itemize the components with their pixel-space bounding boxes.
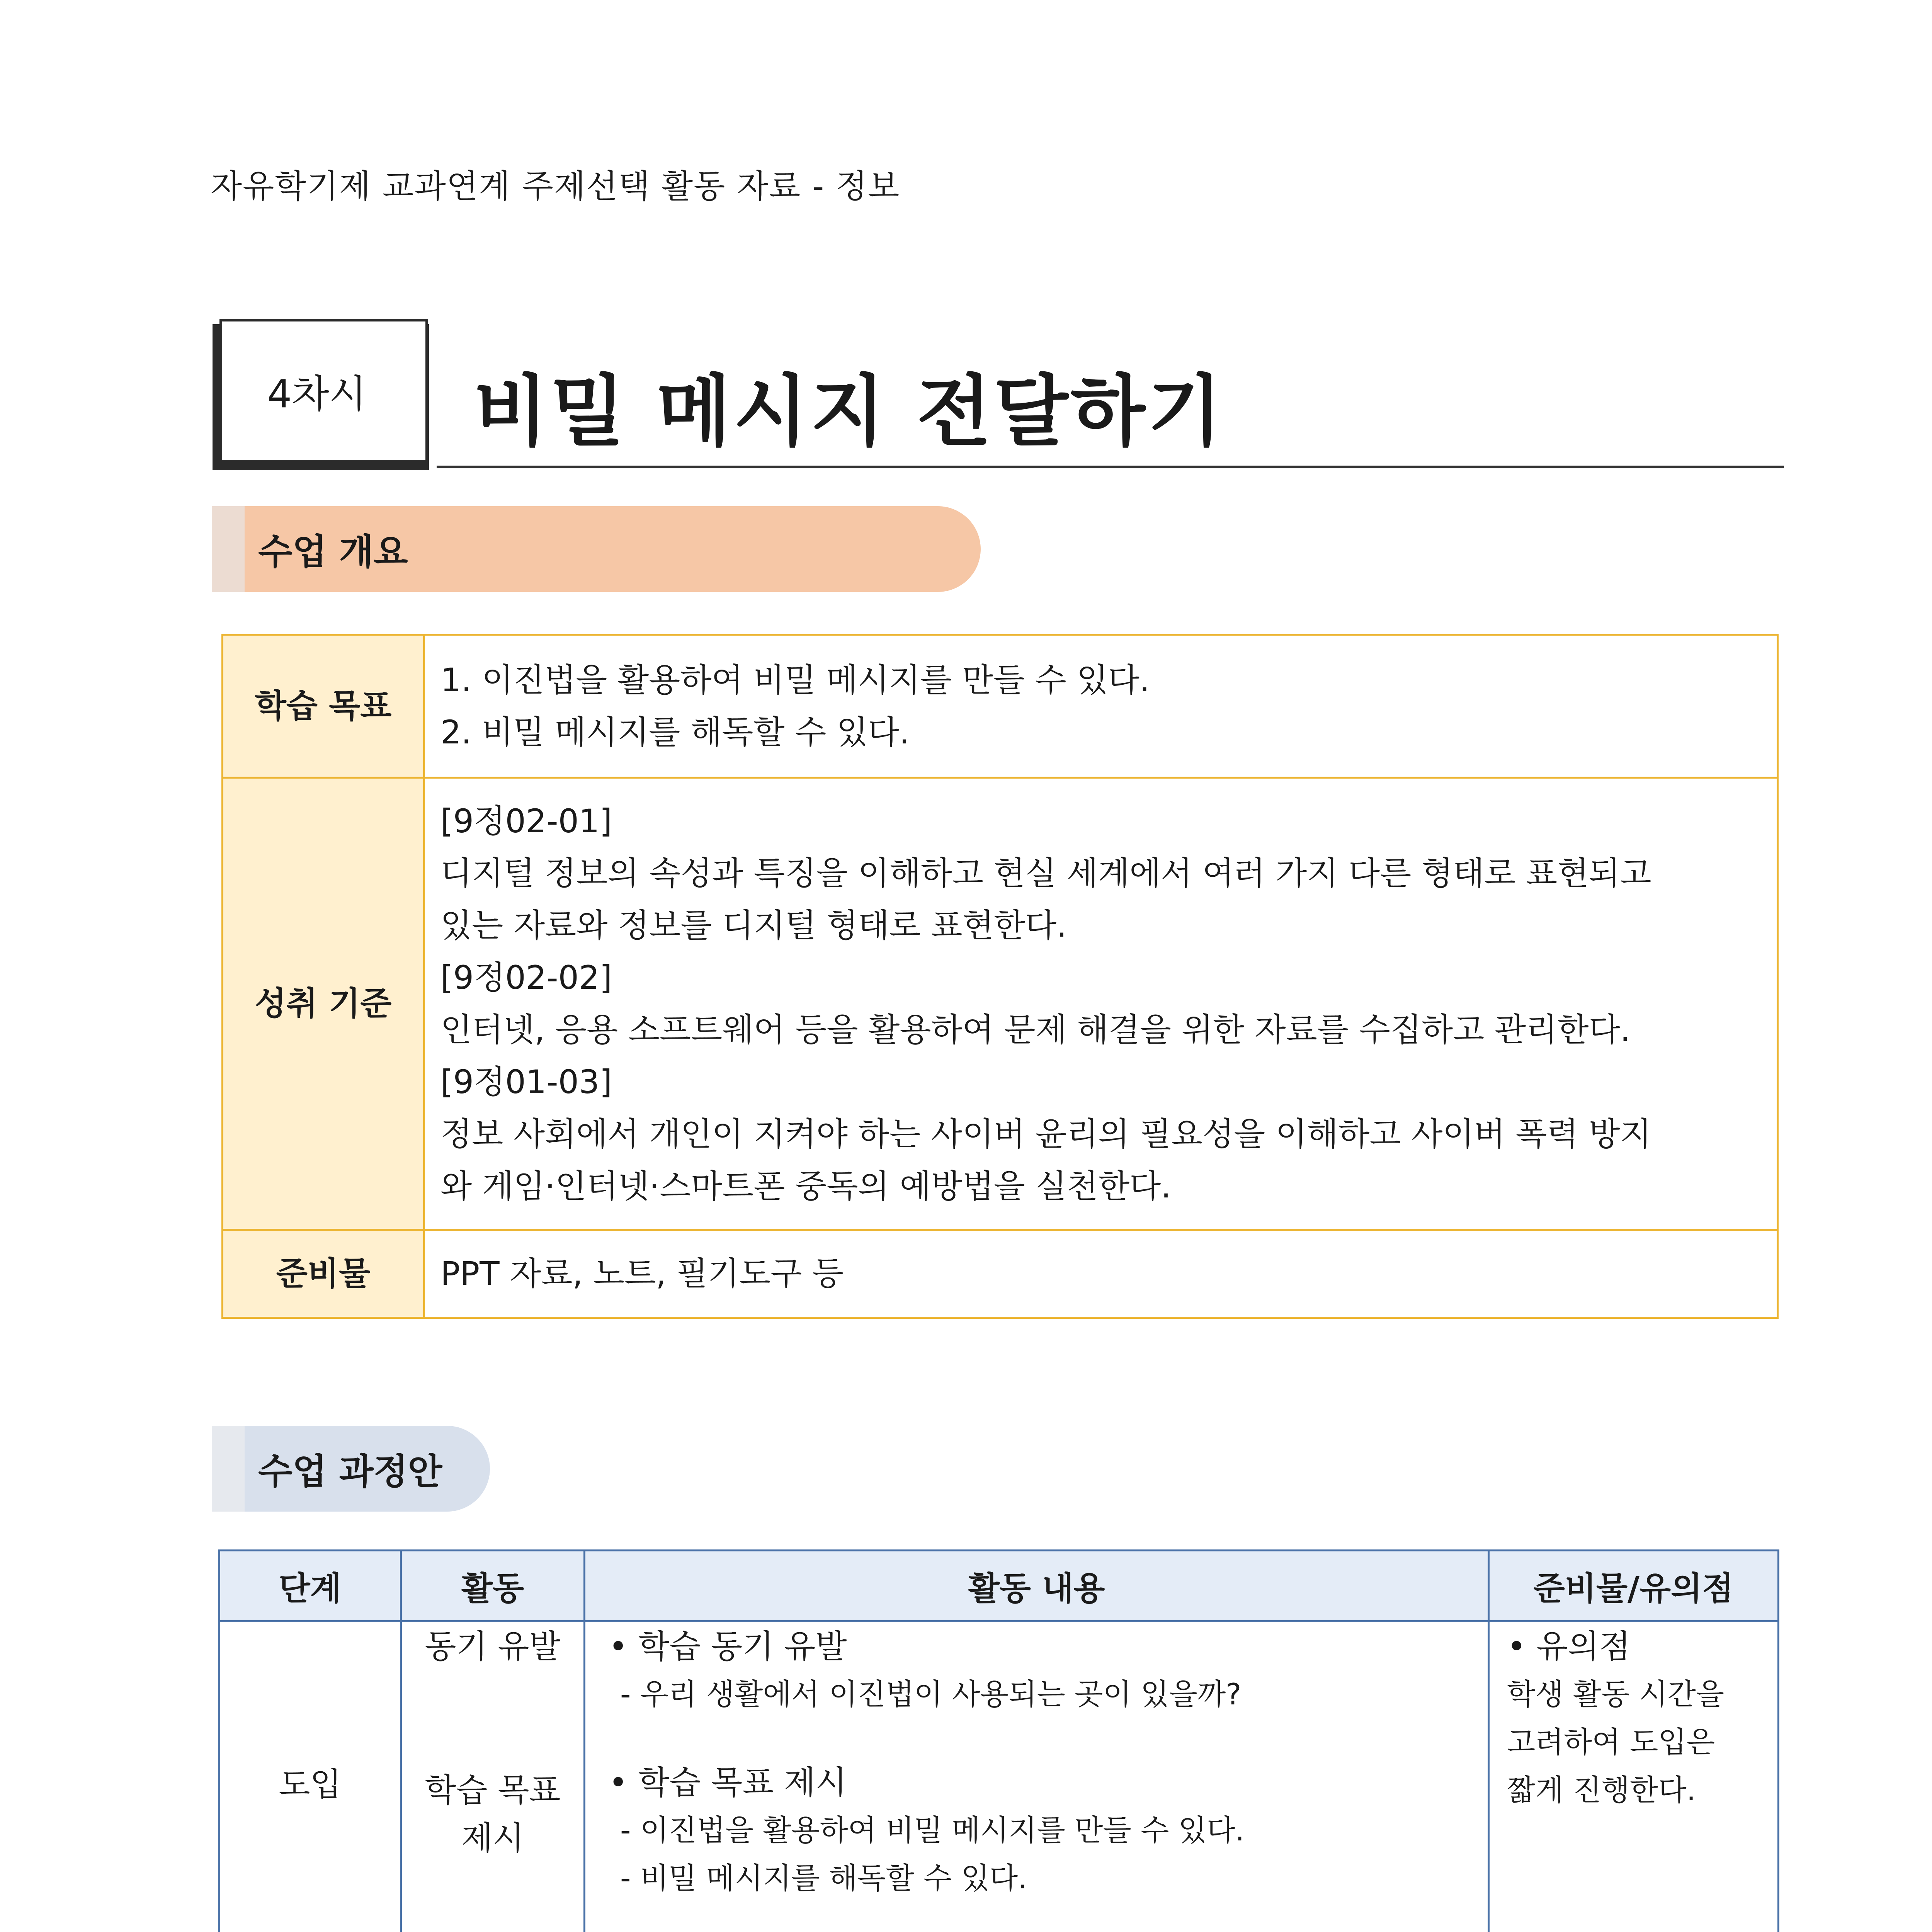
intro-notes: [1489, 1621, 1779, 1932]
goals-content: [424, 635, 1778, 778]
standard-line: [9정01-03]: [440, 1063, 612, 1101]
standard-line: [9정02-02]: [440, 958, 612, 997]
goal-line: 2. 비밀 메시지를 해독할 수 있다.: [440, 713, 910, 751]
bullet-goal: • 학습 목표 제시: [609, 1764, 847, 1801]
standard-line: 디지털 정보의 속성과 특징을 이해하고 현실 세계에서 여러 가지 다른 형태로 표현되고: [440, 854, 1651, 892]
header-stage: 단계: [219, 1551, 401, 1621]
standards-content: [424, 778, 1778, 1230]
sub-goal-1: - 이진법을 활용하여 비밀 메시지를 만들 수 있다.: [620, 1813, 1245, 1847]
materials-label: 준비물: [223, 1230, 424, 1318]
activity-motivation: 동기 유발: [425, 1628, 561, 1665]
title-underline: [437, 466, 1784, 468]
note-line: 고려하여 도입은: [1507, 1725, 1715, 1759]
header-activity: 활동: [401, 1551, 585, 1621]
standard-line: 있는 자료와 정보를 디지털 형태로 표현한다.: [440, 906, 1067, 944]
section-process-label: 수업 과정안: [258, 1451, 442, 1492]
section-process-heading: [212, 1426, 490, 1512]
goals-label: 학습 목표: [223, 635, 424, 778]
lesson-number: 4차시: [267, 371, 367, 417]
standard-line: [9정02-01]: [440, 802, 612, 840]
header-materials-notes: 준비물/유의점: [1489, 1551, 1779, 1621]
header-activity-content: 활동 내용: [585, 1551, 1489, 1621]
document-header: 자유학기제 교과연계 주제선택 활동 자료 - 정보: [211, 167, 900, 205]
section-overview-heading: [212, 506, 981, 592]
lesson-title: 비밀 메시지 전달하기: [473, 367, 1225, 457]
bullet-motivation: • 학습 동기 유발: [609, 1628, 847, 1665]
standard-line: 인터넷, 응용 소프트웨어 등을 활용하여 문제 해결을 위한 자료를 수집하고 관리한다.: [440, 1010, 1631, 1049]
activity-goal-2: 제시: [461, 1819, 524, 1857]
activity-goal: 학습 목표: [425, 1771, 561, 1809]
intro-activities: [401, 1621, 585, 1932]
note-bullet: • 유의점: [1507, 1628, 1631, 1665]
note-line: 학생 활동 시간을: [1507, 1677, 1725, 1711]
sub-goal-2: - 비밀 메시지를 해독할 수 있다.: [620, 1861, 1027, 1895]
standard-line: 와 게임·인터넷·스마트폰 중독의 예방법을 실천한다.: [440, 1167, 1171, 1205]
goal-line: 1. 이진법을 활용하여 비밀 메시지를 만들 수 있다.: [440, 661, 1150, 699]
standard-line: 정보 사회에서 개인이 지켜야 하는 사이버 윤리의 필요성을 이해하고 사이버 폭력 방지: [440, 1115, 1651, 1153]
overview-table: [221, 634, 1779, 1319]
intro-content: [585, 1621, 1489, 1932]
section-overview-label: 수업 개요: [258, 531, 408, 573]
process-table: [218, 1549, 1779, 1932]
lesson-number-tag: [213, 319, 435, 470]
sub-motivation: - 우리 생활에서 이진법이 사용되는 곳이 있을까?: [620, 1677, 1242, 1711]
standards-label: 성취 기준: [223, 778, 424, 1230]
stage-intro: 도입: [219, 1621, 401, 1932]
materials-content: PPT 자료, 노트, 필기도구 등: [424, 1230, 1778, 1318]
note-line: 짧게 진행한다.: [1507, 1773, 1696, 1807]
